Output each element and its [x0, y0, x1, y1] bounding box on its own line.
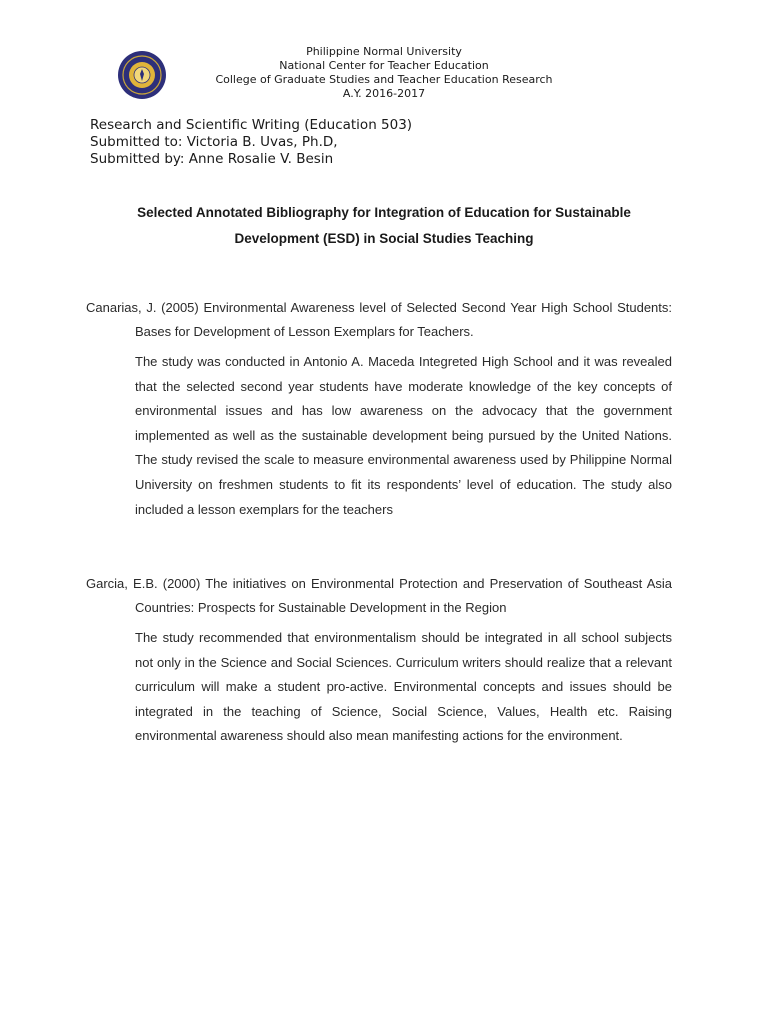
annotation: The study recommended that environmentalism should be integrated in all school subjects not only in the Science and Social Sciences. Curriculum writers should realize that a relevant curriculum will make a student pro-active. Environmental concepts and issues should be integrated in the teaching of Science, Social Science, Values, Health etc. Raising environmental awareness should also mean manifesting actions for the environment.: [135, 630, 672, 744]
bibliography-entry: [86, 572, 672, 749]
course-info: [90, 117, 412, 168]
bibliography-entry: [86, 296, 672, 522]
citation: Canarias, J. (2005) Environmental Awareness level of Selected Second Year High School Students: Bases for Development of Lesson Exemplars for Teachers.: [86, 300, 672, 339]
course-title: Research and Scientific Writing (Education 503): [90, 117, 413, 133]
annotation: The study was conducted in Antonio A. Maceda Integreted High School and it was revealed that the selected second year students have moderate knowledge of the key concepts of environmental issues and has low awareness on the advocacy that the government implemented as well as the sustainable development being pursued by the United Nations. The study revised the scale to measure environmental awareness used by Philippine Normal University on freshmen students to fit its respondents’ level of education. The study also included a lesson exemplars for the teachers: [135, 354, 672, 517]
college-name: College of Graduate Studies and Teacher Education Research: [215, 73, 553, 86]
institution-header: [180, 45, 588, 101]
citation: Garcia, E.B. (2000) The initiatives on Environmental Protection and Preservation of Southeast Asia Countries: Prospects for Sustainable Development in the Region: [86, 576, 672, 615]
document-title: Selected Annotated Bibliography for Integration of Education for Sustainable Development (ESD) in Social Studies Teaching: [137, 205, 631, 246]
center-name: National Center for Teacher Education: [279, 59, 489, 72]
university-name: Philippine Normal University: [306, 45, 462, 58]
academic-year: A.Y. 2016-2017: [342, 87, 426, 100]
university-seal-icon: [117, 50, 167, 100]
submitted-by: Submitted by: Anne Rosalie V. Besin: [90, 151, 334, 167]
submitted-to: Submitted to: Victoria B. Uvas, Ph.D,: [90, 134, 338, 150]
